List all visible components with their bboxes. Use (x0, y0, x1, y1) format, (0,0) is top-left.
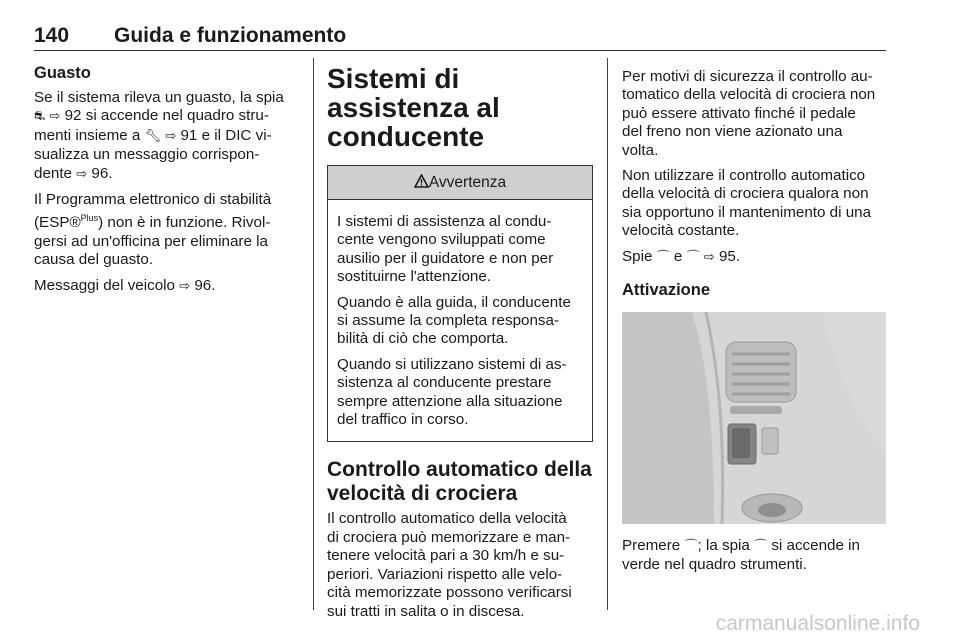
warning-box (327, 165, 593, 442)
column-divider-1 (313, 58, 314, 610)
section-heading-guasto: Guasto (34, 64, 91, 82)
text-line: cente vengono sviluppati come (337, 231, 546, 249)
text-run: Se il sistema rileva un guasto, la spia (34, 89, 284, 106)
text-line: tomatico della velocità di crociera non (622, 86, 876, 104)
cruise-control-icon: ⌒︎ (684, 539, 698, 555)
paragraph-safety (622, 68, 888, 160)
text-line: Il controllo automatico della velocità (327, 510, 567, 528)
text-line: bilità di ciò che comporta. (337, 330, 509, 348)
text-line: periori. Variazioni rispetto alle velo- (327, 565, 563, 583)
text-run: ) non è in funzione. Rivol- (98, 214, 271, 232)
column-left (34, 64, 300, 303)
section-heading-attivazione: Attivazione (622, 281, 711, 300)
text-run: 92 si accende nel quadro stru- (64, 107, 269, 125)
text-line: sostituirne l'attenzione. (337, 268, 492, 286)
text-run: 96. (91, 164, 113, 182)
text-run: 95. (718, 247, 741, 265)
text-line: si assume la completa responsa- (337, 312, 560, 330)
warning-header (328, 166, 592, 200)
text-line: ausilio per il guidatore e non per (337, 249, 554, 267)
text-run: verde nel quadro strumenti. (622, 556, 807, 574)
esp-off-icon: ⛐ (34, 109, 46, 125)
text-run: 96. (194, 276, 216, 294)
title-line: Sistemi di assistenza al (327, 63, 500, 123)
section-title-cruise-control (327, 458, 593, 505)
chapter-title: Guida e funzionamento (114, 24, 347, 47)
title-line: conducente (327, 121, 485, 152)
text-run: causa del guasto. (34, 251, 154, 269)
warning-triangle-icon (414, 174, 429, 188)
text-line: velocità costante. (622, 222, 740, 240)
text-line: di crociera può memorizzare e man- (327, 528, 571, 546)
text-line: Quando si utilizzano sistemi di as- (337, 355, 567, 373)
text-line: sempre attenzione alla situazione (337, 392, 563, 410)
text-run: e (673, 247, 683, 265)
paragraph-guasto-3 (34, 277, 300, 296)
text-line: sistenza al conducente prestare (337, 374, 552, 392)
text-line: Non utilizzare il controllo automatico (622, 167, 866, 185)
warning-paragraph-2 (337, 294, 583, 349)
text-line: della velocità di crociera qualora non (622, 185, 869, 203)
paragraph-cruise-intro (327, 510, 593, 620)
warning-paragraph-1 (337, 213, 583, 287)
paragraph-activation (622, 537, 888, 575)
text-run: Premere (622, 537, 681, 555)
arrow-right-icon: ⇨ (76, 166, 88, 182)
text-line: cità memorizzate possono verificarsi (327, 584, 572, 602)
text-line: volta. (622, 141, 659, 159)
text-line: sia opportuno il mantenimento di una (622, 203, 872, 221)
superscript: Plus (80, 213, 99, 224)
paragraph-spie (622, 248, 888, 267)
paragraph-guasto-1 (34, 89, 300, 184)
cruise-control-icon: ⌒︎ (686, 249, 700, 265)
wrench-icon: 🔧︎ (144, 128, 162, 144)
arrow-right-icon: ⇨ (703, 249, 715, 265)
title-line: Controllo automatico della (327, 458, 592, 482)
cruise-control-icon: ⌒︎ (656, 249, 670, 265)
watermark: carmanualsonline.info (715, 612, 920, 635)
text-run: 91 e il DIC vi- (180, 126, 272, 144)
text-run: Messaggi del veicolo (34, 276, 175, 294)
column-middle (327, 62, 593, 628)
text-run: gersi ad un'officina per eliminare la (34, 232, 268, 250)
arrow-right-icon: ⇨ (165, 128, 177, 144)
column-divider-2 (607, 58, 608, 610)
title-line: velocità di crociera (327, 481, 518, 505)
text-line: del freno non viene azionato una (622, 123, 843, 141)
warning-body (328, 200, 592, 441)
text-line: tenere velocità pari a 30 km/h e su- (327, 547, 565, 565)
paragraph-usage (622, 167, 888, 241)
text-run: (ESP® (34, 214, 81, 232)
dashboard-photo (622, 312, 886, 524)
main-title (327, 64, 593, 151)
warning-label: Avvertenza (428, 174, 507, 191)
arrow-right-icon: ⇨ (49, 109, 61, 125)
text-run: sualizza un messaggio corrispon- (34, 146, 260, 164)
text-run: Il Programma elettronico di stabilità (34, 191, 272, 209)
header-rule (34, 50, 886, 51)
text-run: Spie (622, 247, 653, 265)
text-run: dente (34, 164, 73, 182)
text-run: si accende in (771, 537, 860, 555)
text-line: Quando è alla guida, il conducente (337, 293, 571, 311)
text-line: Per motivi di sicurezza il controllo au- (622, 68, 873, 85)
cruise-control-icon: ⌒︎ (754, 539, 768, 555)
arrow-right-icon: ⇨ (179, 278, 191, 294)
cruise-switch-illustration (622, 312, 886, 524)
text-line: può essere attivato finché il pedale (622, 104, 856, 122)
page-number: 140 (34, 24, 70, 47)
text-run: ; la spia (697, 537, 750, 555)
warning-paragraph-3 (337, 356, 583, 430)
column-right (622, 68, 888, 582)
text-line: sui tratti in salita o in discesa. (327, 602, 525, 620)
text-line: del traffico in corso. (337, 411, 469, 429)
paragraph-guasto-2 (34, 191, 300, 270)
text-line: I sistemi di assistenza al condu- (337, 213, 552, 230)
text-run: menti insieme a (34, 126, 141, 144)
